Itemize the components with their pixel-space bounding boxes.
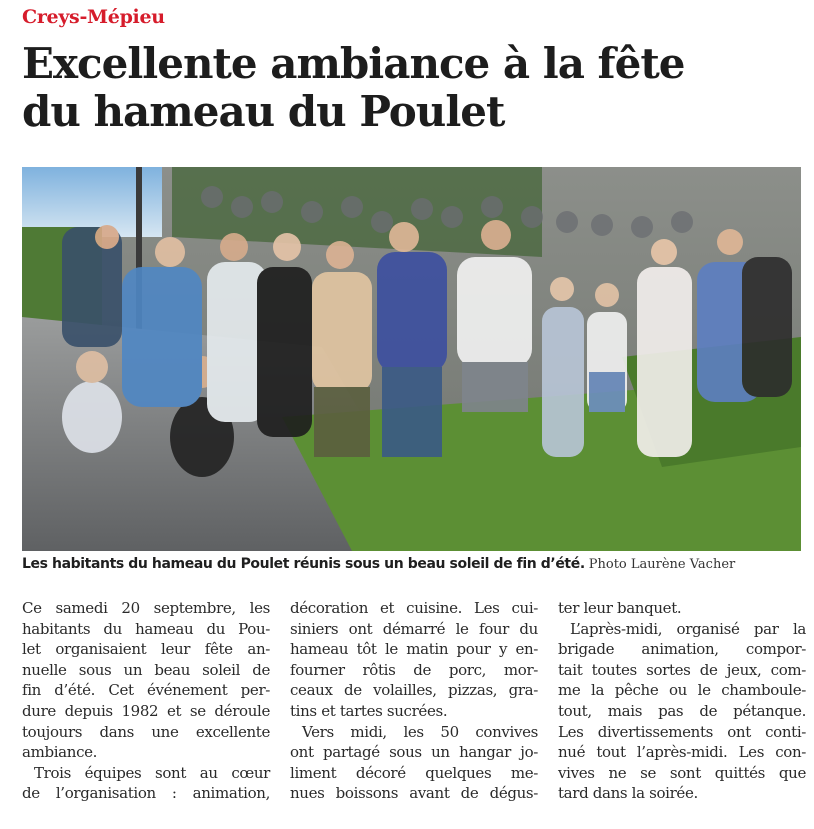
body-line: let organisaient leur fête an- [22, 640, 270, 659]
body-line: dure depuis 1982 et se déroule [22, 701, 270, 720]
body-line: brigade animation, compor- [558, 640, 806, 659]
headline [22, 40, 802, 136]
group-photo [22, 167, 801, 551]
caption-text: Les habitants du hameau du Poulet réunis sous un beau soleil de fin d’été. [22, 556, 585, 572]
body-line: hameau tôt le matin pour y en- [290, 640, 538, 659]
body-line: fourner rôtis de porc, mor- [290, 660, 538, 679]
body-line: siniers ont démarré le four du [290, 619, 538, 638]
body-line: fin d’été. Cet événement per- [22, 681, 270, 700]
headline-line: du hameau du Poulet [22, 87, 505, 136]
body-line: tout, mais pas de pétanque. [558, 701, 806, 720]
section-kicker: Creys-Mépieu [22, 6, 165, 28]
body-line: tard dans la soirée. [558, 784, 698, 803]
headline-line: Excellente ambiance à la fête [22, 39, 685, 88]
body-line: ter leur banquet. [558, 599, 682, 617]
body-column-2 [290, 598, 538, 804]
body-line: nué tout l’après-midi. Les con- [558, 743, 806, 762]
body-line: ont partagé sous un hangar jo- [290, 743, 538, 762]
body-line: décoration et cuisine. Les cui- [290, 599, 538, 617]
body-line: vives ne se sont quittés que [558, 763, 806, 782]
body-line: L’après-midi, organisé par la [570, 619, 806, 638]
body-column-1 [22, 598, 270, 804]
body-line: ceaux de volailles, pizzas, gra- [290, 681, 538, 700]
body-line: nues boissons avant de dégus- [290, 784, 538, 803]
body-line: habitants du hameau du Pou- [22, 619, 270, 638]
body-line: tins et tartes sucrées. [290, 701, 448, 720]
body-line: de l’organisation : animation, [22, 784, 270, 803]
body-column-3 [558, 598, 806, 804]
body-line: nuelle sous un beau soleil de [22, 660, 270, 679]
body-line: Trois équipes sont au cœur [34, 763, 270, 782]
photo-credit: Photo Laurène Vacher [588, 557, 736, 572]
body-line: Les divertissements ont conti- [558, 722, 806, 741]
body-line: toujours dans une excellente [22, 722, 270, 741]
body-line: Ce samedi 20 septembre, les [22, 599, 270, 617]
photo-caption [22, 556, 802, 572]
body-line: me la pêche ou le chamboule- [558, 681, 806, 700]
body-line: ambiance. [22, 743, 98, 762]
body-line: tait toutes sortes de jeux, com- [558, 660, 806, 679]
body-line: Vers midi, les 50 convives [302, 722, 538, 741]
body-line: liment décoré quelques me- [290, 763, 538, 782]
